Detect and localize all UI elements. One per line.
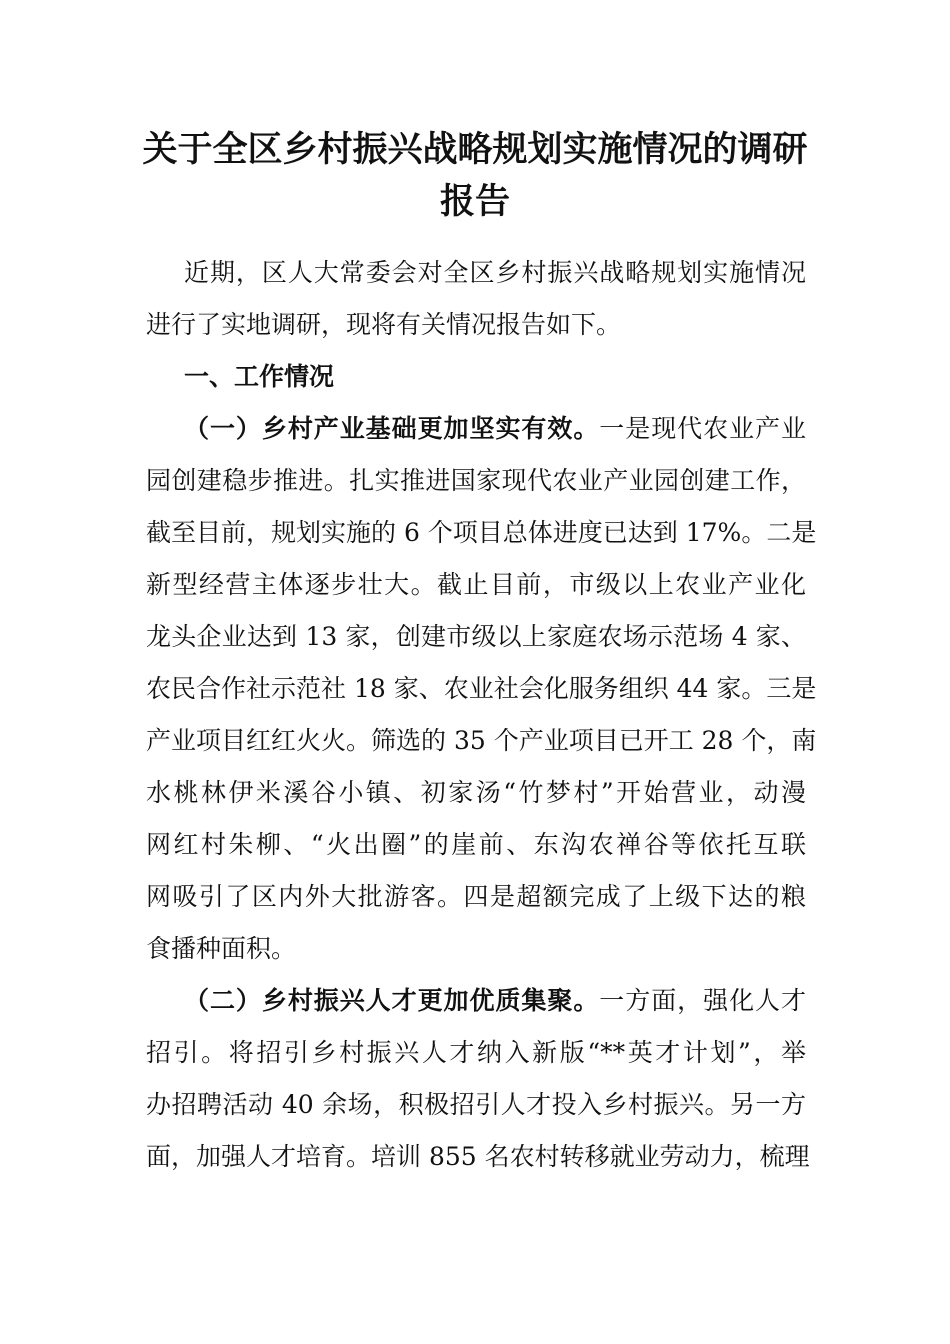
subsection-1-first-line-text: 一是现代农业产业: [599, 414, 806, 443]
subsection-1-heading: （一）乡村产业基础更加坚实有效。: [184, 414, 600, 443]
subsection-1-line: 食播种面积。: [146, 934, 297, 963]
section-heading-work: 一、工作情况: [184, 362, 335, 391]
subsection-2-heading: （二）乡村振兴人才更加优质集聚。: [184, 986, 600, 1015]
subsection-1-line: 产业项目红红火火。筛选的 35 个产业项目已开工 28 个，南: [146, 726, 817, 755]
subsection-2-line: 招引。将招引乡村振兴人才纳入新版“**英才计划”，举: [146, 1038, 806, 1067]
subsection-1-line: 龙头企业达到 13 家，创建市级以上家庭农场示范场 4 家、: [146, 622, 806, 651]
subsection-1-line: 农民合作社示范社 18 家、农业社会化服务组织 44 家。三是: [146, 674, 817, 703]
subsection-1-line: 截至目前，规划实施的 6 个项目总体进度已达到 17%。二是: [146, 518, 817, 547]
subsection-1-line: 新型经营主体逐步壮大。截止目前，市级以上农业产业化: [146, 570, 806, 599]
subsection-1-line: 网吸引了区内外大批游客。四是超额完成了上级下达的粮: [146, 882, 806, 911]
subsection-1-line: 园创建稳步推进。扎实推进国家现代农业产业园创建工作，: [146, 466, 806, 495]
document-title: 关于全区乡村振兴战略规划实施情况的调研报告: [142, 129, 808, 222]
subsection-2-line: 面，加强人才培育。培训 855 名农村转移就业劳动力，梳理: [146, 1142, 810, 1171]
subsection-2-first-line: [184, 975, 806, 1027]
intro-line-2: 进行了实地调研，现将有关情况报告如下。: [146, 310, 622, 339]
subsection-1-first-line: [184, 403, 806, 455]
subsection-1-line: 水桃林伊米溪谷小镇、初家汤“竹梦村”开始营业，动漫: [146, 778, 806, 807]
intro-line-1: 近期，区人大常委会对全区乡村振兴战略规划实施情况: [184, 258, 806, 287]
subsection-1-line: 网红村朱柳、“火出圈”的崖前、东沟农禅谷等依托互联: [146, 830, 806, 859]
subsection-2-line: 办招聘活动 40 余场，积极招引人才投入乡村振兴。另一方: [146, 1090, 806, 1119]
subsection-2-first-line-text: 一方面，强化人才: [599, 986, 806, 1015]
